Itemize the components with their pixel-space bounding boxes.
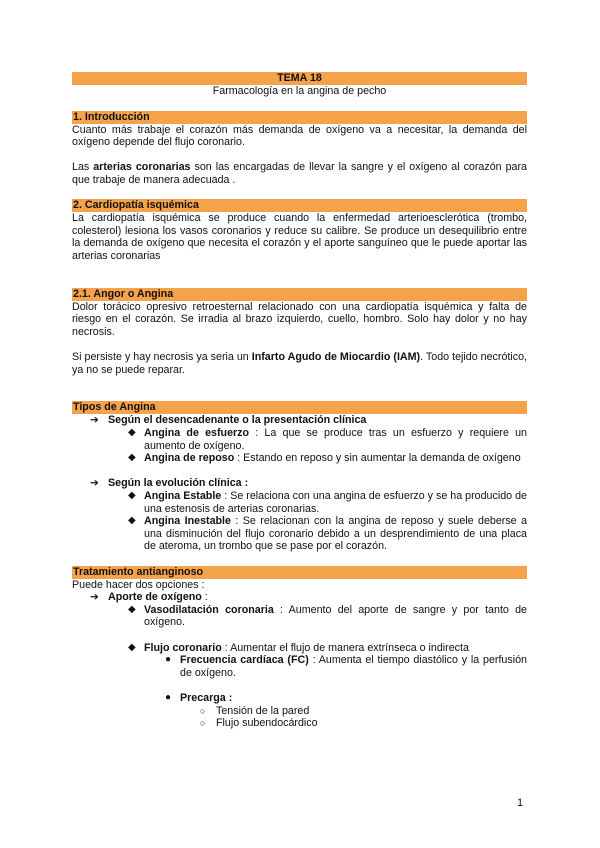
- diamond-bullet-icon: ◆: [128, 427, 136, 439]
- text-run: : Aumentar el flujo de manera extrínseca o indirecta: [221, 641, 469, 654]
- section-header-cardiopatia: 2. Cardiopatía isquémica: [72, 199, 527, 212]
- disc-bullet-icon: ●: [165, 654, 172, 666]
- section-header-tipos: Tipos de Angina: [72, 401, 527, 414]
- list-item: [72, 452, 527, 465]
- list-item: [72, 692, 527, 705]
- list-item: [72, 705, 527, 718]
- text-run: Si persiste y hay necrosis ya seria un: [72, 351, 252, 364]
- list-item: [72, 427, 527, 452]
- bold-term: Angina de esfuerzo: [144, 427, 250, 440]
- list-item: [72, 414, 527, 427]
- text-run: . Todo tejido necrótico, ya no se puede reparar.: [72, 351, 527, 376]
- right-arrow-icon: ➔: [90, 414, 99, 427]
- diamond-bullet-icon: ◆: [128, 641, 136, 653]
- list-item: [72, 591, 527, 604]
- diamond-bullet-icon: ◆: [128, 515, 136, 527]
- bold-term: Infarto Agudo de Miocardio (IAM): [251, 351, 421, 364]
- text-run: Tensión de la pared: [216, 704, 310, 717]
- bold-term: arterias coronarias: [93, 161, 191, 174]
- cardio-paragraph: La cardiopatía isquémica se produce cuando la enfermedad arterioesclerótica (trombo, colesterol) lesiona los vasos coronarios y reduce su calibre. Se produce un desequilibrio entre la demanda de oxígeno que necesita el corazón y el aporte sanguíneo que le puede aportar las arterias coronarias: [72, 212, 527, 262]
- list-label: Aporte de oxígeno: [108, 591, 202, 604]
- list-item: [72, 604, 527, 629]
- document-subtitle: Farmacología en la angina de pecho: [212, 85, 387, 97]
- angor-paragraph-1: Dolor torácico opresivo retroesternal relacionado con una cardiopatía isquémica y falta de riesgo en el corazón. Se irradia al brazo izquierdo, cuello, hombro. Solo hay dolor y no hay necrosis.: [72, 300, 527, 338]
- bold-term: Angina Estable: [144, 490, 222, 503]
- text-run: son las encargadas de llevar la sangre y el oxígeno al corazón para que trabaje de manera adecuada .: [72, 161, 527, 186]
- bold-term: Precarga :: [180, 691, 233, 704]
- bold-term: Vasodilatación coronaria: [144, 603, 274, 616]
- list-item: [72, 477, 527, 490]
- document-title: TEMA 18: [72, 72, 527, 85]
- right-arrow-icon: ➔: [90, 477, 99, 490]
- tratamiento-intro: Puede hacer dos opciones :: [72, 578, 205, 591]
- text-run: Las: [72, 161, 94, 174]
- list-label: Según el desencadenante o la presentación clínica: [108, 414, 367, 427]
- list-item: [72, 515, 527, 553]
- list-label: Según la evolución clínica :: [108, 477, 249, 490]
- circle-bullet-icon: ○: [200, 705, 206, 716]
- diamond-bullet-icon: ◆: [128, 452, 136, 464]
- bold-term: Angina Inestable: [144, 515, 231, 528]
- list-item: [72, 490, 527, 515]
- list-item: [72, 654, 527, 679]
- right-arrow-icon: ➔: [90, 591, 99, 604]
- text-run: : La que se produce tras un esfuerzo y requiere un aumento de oxígeno.: [144, 427, 527, 452]
- text-run: :: [201, 591, 208, 604]
- section-header-angor: 2.1. Angor o Angina: [72, 288, 527, 301]
- disc-bullet-icon: ●: [165, 691, 172, 703]
- text-run: Flujo subendocárdico: [216, 717, 318, 730]
- bold-term: Flujo coronario: [144, 641, 222, 654]
- bold-term: Angina de reposo: [144, 452, 235, 465]
- text-run: : Se relaciona con una angina de esfuerzo y se ha producido de una estenosis de arterias coronarias.: [144, 490, 527, 515]
- intro-paragraph-1: Cuanto más trabaje el corazón más demanda de oxígeno va a necesitar, la demanda del oxígeno depende del flujo coronario.: [72, 123, 527, 149]
- angor-paragraph-2: [72, 351, 527, 376]
- diamond-bullet-icon: ◆: [128, 490, 136, 502]
- section-header-introduccion: 1. Introducción: [72, 111, 527, 124]
- page-number: 1: [517, 797, 524, 809]
- list-item: [72, 642, 527, 655]
- text-run: : Aumento del aporte de sangre y por tanto de oxígeno.: [144, 603, 527, 629]
- intro-paragraph-2: [72, 161, 527, 186]
- diamond-bullet-icon: ◆: [128, 603, 136, 615]
- circle-bullet-icon: ○: [200, 718, 206, 729]
- text-run: : Aumenta el tiempo diastólico y la perfusión de oxígeno.: [180, 654, 527, 679]
- text-run: : Se relacionan con la angina de reposo y suele deberse a una disminución del flujo coronario debido a un desprendimiento de una placa de ateroma, un trombo que se pase por el corazón.: [144, 515, 527, 553]
- document-page: [72, 72, 527, 730]
- list-item: [72, 717, 527, 730]
- section-header-tratamiento: Tratamiento antianginoso: [72, 566, 527, 579]
- bold-term: Frecuencia cardíaca (FC): [180, 654, 309, 667]
- text-run: : Estando en reposo y sin aumentar la demanda de oxígeno: [234, 452, 521, 465]
